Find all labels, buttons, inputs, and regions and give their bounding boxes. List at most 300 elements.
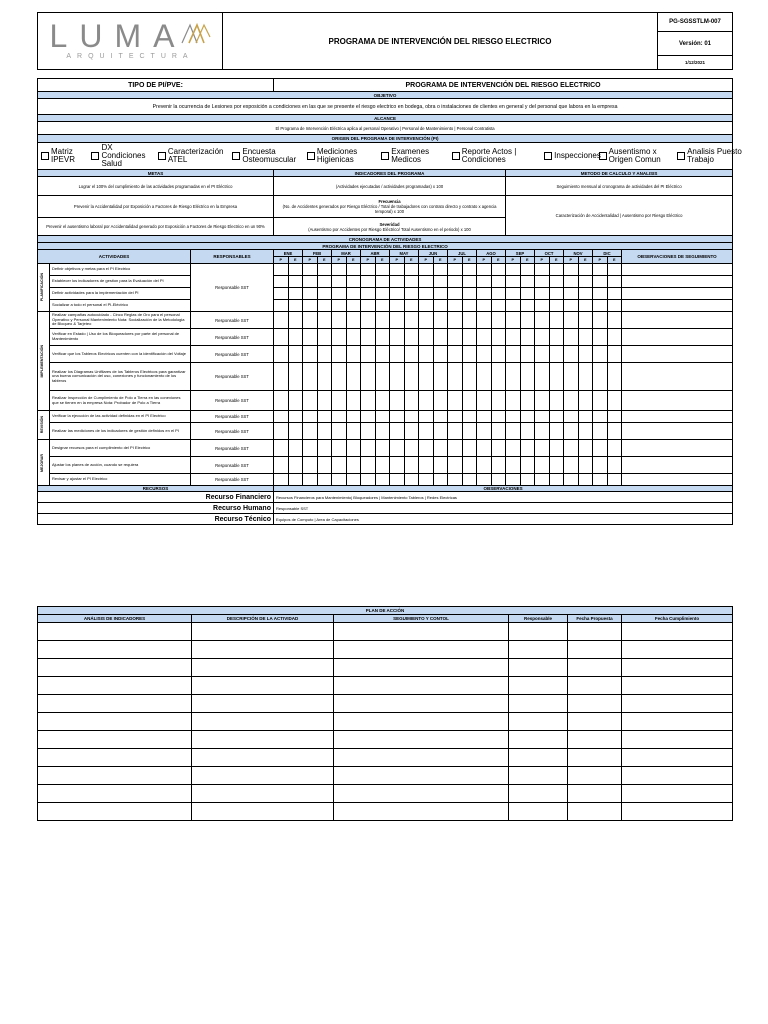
executed-cell[interactable]	[346, 474, 361, 486]
planned-cell[interactable]	[506, 312, 521, 329]
planned-cell[interactable]	[390, 474, 405, 486]
origen-option[interactable]: Examenes Medicos	[381, 148, 443, 164]
planned-cell[interactable]	[274, 457, 289, 474]
planned-cell[interactable]	[303, 329, 318, 346]
planned-cell[interactable]	[303, 346, 318, 363]
plan-cell[interactable]	[38, 767, 192, 785]
planned-cell[interactable]	[419, 423, 434, 440]
planned-cell[interactable]	[448, 312, 463, 329]
executed-cell[interactable]	[433, 312, 448, 329]
executed-cell[interactable]	[346, 312, 361, 329]
planned-cell[interactable]	[564, 264, 579, 276]
planned-cell[interactable]	[419, 391, 434, 411]
executed-cell[interactable]	[520, 423, 535, 440]
executed-cell[interactable]	[346, 300, 361, 312]
planned-cell[interactable]	[390, 440, 405, 457]
planned-cell[interactable]	[448, 288, 463, 300]
plan-cell[interactable]	[509, 767, 568, 785]
executed-cell[interactable]	[578, 276, 593, 288]
planned-cell[interactable]	[303, 312, 318, 329]
executed-cell[interactable]	[491, 411, 506, 423]
planned-cell[interactable]	[361, 329, 376, 346]
planned-cell[interactable]	[303, 474, 318, 486]
planned-cell[interactable]	[593, 346, 608, 363]
executed-cell[interactable]	[462, 457, 477, 474]
plan-cell[interactable]	[38, 677, 192, 695]
planned-cell[interactable]	[448, 346, 463, 363]
plan-cell[interactable]	[38, 695, 192, 713]
planned-cell[interactable]	[477, 423, 492, 440]
plan-cell[interactable]	[192, 677, 334, 695]
planned-cell[interactable]	[535, 391, 550, 411]
executed-cell[interactable]	[346, 276, 361, 288]
executed-cell[interactable]	[549, 329, 564, 346]
plan-cell[interactable]	[622, 749, 733, 767]
executed-cell[interactable]	[317, 391, 332, 411]
executed-cell[interactable]	[317, 288, 332, 300]
checkbox-icon[interactable]	[232, 152, 240, 160]
executed-cell[interactable]	[404, 440, 419, 457]
plan-cell[interactable]	[192, 695, 334, 713]
executed-cell[interactable]	[288, 457, 303, 474]
planned-cell[interactable]	[535, 264, 550, 276]
executed-cell[interactable]	[317, 276, 332, 288]
plan-cell[interactable]	[38, 713, 192, 731]
planned-cell[interactable]	[419, 276, 434, 288]
executed-cell[interactable]	[491, 440, 506, 457]
plan-cell[interactable]	[192, 767, 334, 785]
planned-cell[interactable]	[448, 423, 463, 440]
planned-cell[interactable]	[477, 440, 492, 457]
executed-cell[interactable]	[462, 288, 477, 300]
executed-cell[interactable]	[462, 312, 477, 329]
executed-cell[interactable]	[578, 363, 593, 391]
executed-cell[interactable]	[404, 411, 419, 423]
plan-cell[interactable]	[334, 677, 509, 695]
executed-cell[interactable]	[346, 346, 361, 363]
planned-cell[interactable]	[361, 474, 376, 486]
planned-cell[interactable]	[419, 363, 434, 391]
plan-cell[interactable]	[334, 749, 509, 767]
executed-cell[interactable]	[433, 474, 448, 486]
planned-cell[interactable]	[535, 276, 550, 288]
planned-cell[interactable]	[361, 391, 376, 411]
planned-cell[interactable]	[390, 276, 405, 288]
origen-option[interactable]: Reporte Actos | Condiciones	[452, 148, 536, 164]
executed-cell[interactable]	[462, 264, 477, 276]
planned-cell[interactable]	[274, 276, 289, 288]
planned-cell[interactable]	[535, 312, 550, 329]
executed-cell[interactable]	[491, 391, 506, 411]
executed-cell[interactable]	[607, 288, 622, 300]
planned-cell[interactable]	[448, 440, 463, 457]
plan-cell[interactable]	[38, 803, 192, 821]
executed-cell[interactable]	[404, 300, 419, 312]
origen-option[interactable]: Inspecciones	[544, 152, 590, 160]
executed-cell[interactable]	[549, 411, 564, 423]
plan-cell[interactable]	[622, 641, 733, 659]
executed-cell[interactable]	[404, 457, 419, 474]
plan-cell[interactable]	[568, 659, 622, 677]
planned-cell[interactable]	[303, 288, 318, 300]
checkbox-icon[interactable]	[41, 152, 49, 160]
planned-cell[interactable]	[390, 346, 405, 363]
origen-option[interactable]: Ausentismo x Origen Comun	[599, 148, 669, 164]
executed-cell[interactable]	[375, 264, 390, 276]
planned-cell[interactable]	[332, 457, 347, 474]
planned-cell[interactable]	[390, 391, 405, 411]
planned-cell[interactable]	[274, 346, 289, 363]
plan-cell[interactable]	[38, 749, 192, 767]
observation-cell[interactable]	[622, 300, 733, 312]
planned-cell[interactable]	[274, 440, 289, 457]
plan-cell[interactable]	[622, 803, 733, 821]
planned-cell[interactable]	[564, 457, 579, 474]
executed-cell[interactable]	[462, 391, 477, 411]
executed-cell[interactable]	[317, 440, 332, 457]
plan-cell[interactable]	[38, 731, 192, 749]
plan-cell[interactable]	[568, 803, 622, 821]
executed-cell[interactable]	[520, 329, 535, 346]
planned-cell[interactable]	[332, 276, 347, 288]
executed-cell[interactable]	[607, 264, 622, 276]
planned-cell[interactable]	[361, 411, 376, 423]
executed-cell[interactable]	[578, 346, 593, 363]
planned-cell[interactable]	[332, 346, 347, 363]
executed-cell[interactable]	[462, 329, 477, 346]
planned-cell[interactable]	[274, 329, 289, 346]
executed-cell[interactable]	[317, 457, 332, 474]
executed-cell[interactable]	[520, 264, 535, 276]
executed-cell[interactable]	[607, 363, 622, 391]
planned-cell[interactable]	[535, 411, 550, 423]
planned-cell[interactable]	[506, 423, 521, 440]
planned-cell[interactable]	[593, 457, 608, 474]
planned-cell[interactable]	[448, 363, 463, 391]
executed-cell[interactable]	[462, 300, 477, 312]
executed-cell[interactable]	[317, 474, 332, 486]
executed-cell[interactable]	[549, 423, 564, 440]
executed-cell[interactable]	[346, 288, 361, 300]
planned-cell[interactable]	[332, 363, 347, 391]
planned-cell[interactable]	[564, 363, 579, 391]
executed-cell[interactable]	[520, 288, 535, 300]
executed-cell[interactable]	[462, 423, 477, 440]
planned-cell[interactable]	[332, 288, 347, 300]
executed-cell[interactable]	[375, 457, 390, 474]
planned-cell[interactable]	[506, 457, 521, 474]
planned-cell[interactable]	[419, 329, 434, 346]
plan-cell[interactable]	[192, 749, 334, 767]
executed-cell[interactable]	[404, 363, 419, 391]
executed-cell[interactable]	[607, 411, 622, 423]
checkbox-icon[interactable]	[544, 152, 552, 160]
executed-cell[interactable]	[491, 363, 506, 391]
executed-cell[interactable]	[549, 346, 564, 363]
planned-cell[interactable]	[274, 423, 289, 440]
executed-cell[interactable]	[607, 440, 622, 457]
executed-cell[interactable]	[578, 391, 593, 411]
planned-cell[interactable]	[332, 440, 347, 457]
executed-cell[interactable]	[375, 391, 390, 411]
executed-cell[interactable]	[404, 276, 419, 288]
executed-cell[interactable]	[549, 474, 564, 486]
planned-cell[interactable]	[448, 391, 463, 411]
executed-cell[interactable]	[491, 312, 506, 329]
planned-cell[interactable]	[448, 276, 463, 288]
plan-cell[interactable]	[334, 695, 509, 713]
planned-cell[interactable]	[564, 346, 579, 363]
planned-cell[interactable]	[448, 411, 463, 423]
planned-cell[interactable]	[274, 300, 289, 312]
executed-cell[interactable]	[433, 276, 448, 288]
checkbox-icon[interactable]	[677, 152, 685, 160]
planned-cell[interactable]	[535, 300, 550, 312]
plan-cell[interactable]	[509, 659, 568, 677]
planned-cell[interactable]	[593, 423, 608, 440]
executed-cell[interactable]	[346, 329, 361, 346]
executed-cell[interactable]	[462, 363, 477, 391]
plan-cell[interactable]	[38, 623, 192, 641]
planned-cell[interactable]	[506, 363, 521, 391]
executed-cell[interactable]	[491, 276, 506, 288]
plan-cell[interactable]	[568, 641, 622, 659]
planned-cell[interactable]	[477, 346, 492, 363]
executed-cell[interactable]	[317, 264, 332, 276]
checkbox-icon[interactable]	[91, 152, 99, 160]
executed-cell[interactable]	[549, 363, 564, 391]
planned-cell[interactable]	[419, 288, 434, 300]
planned-cell[interactable]	[332, 300, 347, 312]
observation-cell[interactable]	[622, 264, 733, 276]
executed-cell[interactable]	[549, 300, 564, 312]
planned-cell[interactable]	[390, 363, 405, 391]
planned-cell[interactable]	[535, 474, 550, 486]
planned-cell[interactable]	[390, 288, 405, 300]
planned-cell[interactable]	[332, 423, 347, 440]
plan-cell[interactable]	[622, 713, 733, 731]
executed-cell[interactable]	[607, 391, 622, 411]
executed-cell[interactable]	[607, 457, 622, 474]
executed-cell[interactable]	[375, 411, 390, 423]
planned-cell[interactable]	[477, 391, 492, 411]
executed-cell[interactable]	[491, 288, 506, 300]
executed-cell[interactable]	[375, 346, 390, 363]
executed-cell[interactable]	[433, 457, 448, 474]
planned-cell[interactable]	[506, 474, 521, 486]
executed-cell[interactable]	[520, 457, 535, 474]
executed-cell[interactable]	[346, 457, 361, 474]
planned-cell[interactable]	[564, 423, 579, 440]
planned-cell[interactable]	[535, 363, 550, 391]
executed-cell[interactable]	[346, 391, 361, 411]
executed-cell[interactable]	[433, 440, 448, 457]
planned-cell[interactable]	[506, 440, 521, 457]
planned-cell[interactable]	[506, 300, 521, 312]
plan-cell[interactable]	[509, 623, 568, 641]
executed-cell[interactable]	[288, 300, 303, 312]
plan-cell[interactable]	[509, 749, 568, 767]
planned-cell[interactable]	[477, 457, 492, 474]
plan-cell[interactable]	[334, 767, 509, 785]
executed-cell[interactable]	[433, 264, 448, 276]
plan-cell[interactable]	[334, 623, 509, 641]
observation-cell[interactable]	[622, 276, 733, 288]
planned-cell[interactable]	[419, 312, 434, 329]
executed-cell[interactable]	[433, 363, 448, 391]
executed-cell[interactable]	[375, 312, 390, 329]
observation-cell[interactable]	[622, 288, 733, 300]
plan-cell[interactable]	[622, 623, 733, 641]
planned-cell[interactable]	[361, 312, 376, 329]
checkbox-icon[interactable]	[307, 152, 315, 160]
executed-cell[interactable]	[288, 391, 303, 411]
executed-cell[interactable]	[520, 391, 535, 411]
executed-cell[interactable]	[520, 474, 535, 486]
planned-cell[interactable]	[593, 264, 608, 276]
executed-cell[interactable]	[491, 346, 506, 363]
executed-cell[interactable]	[462, 346, 477, 363]
planned-cell[interactable]	[448, 264, 463, 276]
planned-cell[interactable]	[593, 288, 608, 300]
planned-cell[interactable]	[419, 474, 434, 486]
planned-cell[interactable]	[419, 411, 434, 423]
executed-cell[interactable]	[491, 423, 506, 440]
plan-cell[interactable]	[568, 695, 622, 713]
planned-cell[interactable]	[332, 474, 347, 486]
plan-cell[interactable]	[622, 677, 733, 695]
planned-cell[interactable]	[361, 440, 376, 457]
planned-cell[interactable]	[419, 264, 434, 276]
planned-cell[interactable]	[593, 312, 608, 329]
executed-cell[interactable]	[462, 474, 477, 486]
planned-cell[interactable]	[303, 440, 318, 457]
executed-cell[interactable]	[346, 423, 361, 440]
plan-cell[interactable]	[568, 767, 622, 785]
executed-cell[interactable]	[462, 276, 477, 288]
plan-cell[interactable]	[509, 713, 568, 731]
executed-cell[interactable]	[317, 312, 332, 329]
executed-cell[interactable]	[375, 363, 390, 391]
executed-cell[interactable]	[288, 363, 303, 391]
plan-cell[interactable]	[622, 695, 733, 713]
planned-cell[interactable]	[361, 288, 376, 300]
planned-cell[interactable]	[593, 363, 608, 391]
plan-cell[interactable]	[622, 731, 733, 749]
planned-cell[interactable]	[477, 363, 492, 391]
planned-cell[interactable]	[535, 440, 550, 457]
planned-cell[interactable]	[274, 312, 289, 329]
executed-cell[interactable]	[549, 276, 564, 288]
planned-cell[interactable]	[593, 411, 608, 423]
planned-cell[interactable]	[564, 391, 579, 411]
executed-cell[interactable]	[288, 312, 303, 329]
executed-cell[interactable]	[404, 288, 419, 300]
executed-cell[interactable]	[549, 288, 564, 300]
plan-cell[interactable]	[568, 731, 622, 749]
planned-cell[interactable]	[303, 276, 318, 288]
executed-cell[interactable]	[288, 423, 303, 440]
plan-cell[interactable]	[192, 731, 334, 749]
executed-cell[interactable]	[433, 411, 448, 423]
planned-cell[interactable]	[303, 391, 318, 411]
planned-cell[interactable]	[477, 312, 492, 329]
executed-cell[interactable]	[288, 346, 303, 363]
planned-cell[interactable]	[593, 391, 608, 411]
planned-cell[interactable]	[419, 300, 434, 312]
plan-cell[interactable]	[622, 785, 733, 803]
executed-cell[interactable]	[520, 276, 535, 288]
executed-cell[interactable]	[317, 329, 332, 346]
plan-cell[interactable]	[192, 803, 334, 821]
executed-cell[interactable]	[288, 411, 303, 423]
planned-cell[interactable]	[390, 423, 405, 440]
planned-cell[interactable]	[506, 391, 521, 411]
planned-cell[interactable]	[535, 423, 550, 440]
executed-cell[interactable]	[346, 411, 361, 423]
executed-cell[interactable]	[462, 411, 477, 423]
planned-cell[interactable]	[477, 411, 492, 423]
executed-cell[interactable]	[375, 423, 390, 440]
executed-cell[interactable]	[462, 440, 477, 457]
executed-cell[interactable]	[549, 440, 564, 457]
planned-cell[interactable]	[332, 312, 347, 329]
planned-cell[interactable]	[564, 288, 579, 300]
checkbox-icon[interactable]	[599, 152, 607, 160]
executed-cell[interactable]	[578, 440, 593, 457]
planned-cell[interactable]	[361, 363, 376, 391]
plan-cell[interactable]	[509, 785, 568, 803]
planned-cell[interactable]	[274, 474, 289, 486]
plan-cell[interactable]	[509, 641, 568, 659]
planned-cell[interactable]	[593, 300, 608, 312]
executed-cell[interactable]	[607, 423, 622, 440]
planned-cell[interactable]	[361, 346, 376, 363]
planned-cell[interactable]	[564, 312, 579, 329]
planned-cell[interactable]	[303, 300, 318, 312]
plan-cell[interactable]	[509, 677, 568, 695]
planned-cell[interactable]	[448, 329, 463, 346]
executed-cell[interactable]	[375, 276, 390, 288]
executed-cell[interactable]	[375, 474, 390, 486]
executed-cell[interactable]	[317, 346, 332, 363]
executed-cell[interactable]	[549, 312, 564, 329]
observation-cell[interactable]	[622, 423, 733, 440]
planned-cell[interactable]	[303, 264, 318, 276]
planned-cell[interactable]	[564, 300, 579, 312]
executed-cell[interactable]	[520, 346, 535, 363]
executed-cell[interactable]	[346, 363, 361, 391]
plan-cell[interactable]	[334, 659, 509, 677]
executed-cell[interactable]	[433, 300, 448, 312]
planned-cell[interactable]	[564, 440, 579, 457]
executed-cell[interactable]	[433, 423, 448, 440]
observation-cell[interactable]	[622, 411, 733, 423]
executed-cell[interactable]	[607, 474, 622, 486]
planned-cell[interactable]	[564, 474, 579, 486]
observation-cell[interactable]	[622, 346, 733, 363]
origen-option[interactable]: Mediciones Higienicas	[307, 148, 373, 164]
plan-cell[interactable]	[38, 641, 192, 659]
executed-cell[interactable]	[520, 300, 535, 312]
executed-cell[interactable]	[404, 312, 419, 329]
executed-cell[interactable]	[520, 312, 535, 329]
executed-cell[interactable]	[288, 329, 303, 346]
planned-cell[interactable]	[477, 288, 492, 300]
executed-cell[interactable]	[375, 329, 390, 346]
plan-cell[interactable]	[509, 731, 568, 749]
executed-cell[interactable]	[578, 411, 593, 423]
